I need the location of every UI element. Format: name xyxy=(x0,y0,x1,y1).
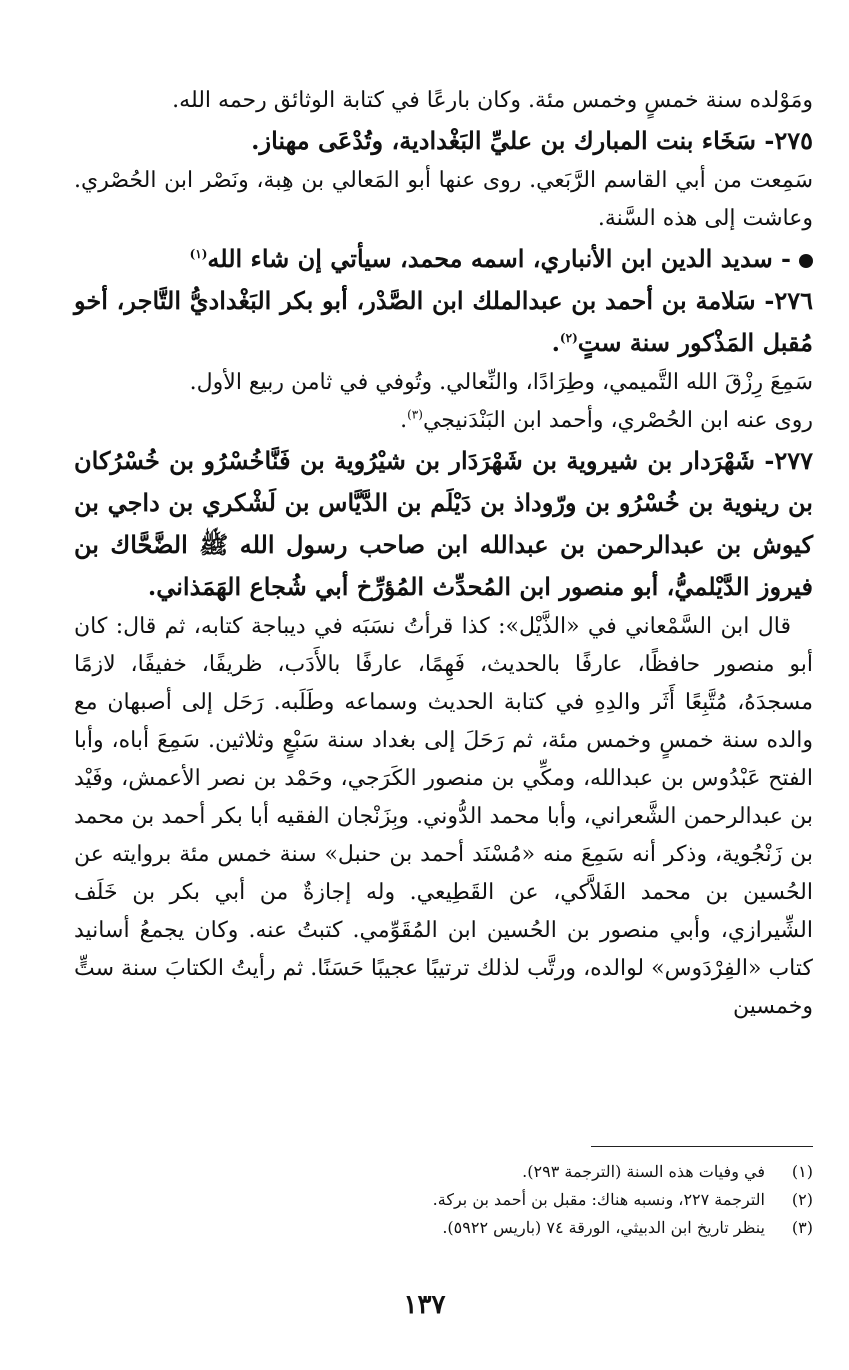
paragraph-text: قال ابن السَّمْعاني في «الذَّيْل»: كذا قرأتُ نسَبَه في ديباجة كتابه، ثم قال: كان أبو منصور حافظًا، عارفًا بالحديث، فَهِمًا، عارفًا بالأَدَب، ظريفًا، خفيفًا، لازمًا مسجدَهُ، مُتَّبِعًا أَثَر والدِهِ في كتابة الحديث وسماعه وطَلَبه. رَحَل إلى أصبهان مع والده سنة خمسٍ وخمس مئة، ثم رَحَلَ إلى بغداد سنة سَبْعٍ وثلاثين. سَمِعَ أباه، وأبا الفتح عَبْدُوس بن عبدالله، ومكِّي بن منصور الكَرَجي، وحَمْد بن نصر الأعمش، وفَيْد بن عبدالرحمن الشَّعراني، وأبا محمد الدُّوني. وبِزَنْجان الفقيه أبا بكر أحمد بن محمد بن زَنْجُوية، وذكر أنه سَمِعَ منه «مُسْنَد أحمد بن حنبل» سنة خمس مئة بروايته عن الحُسين بن محمد الفَلاَّكي، عن القَطِيعي. وله إجازةٌ من أبي بكر بن خَلَف الشِّيرازي، وأبي منصور بن الحُسين ابن المُقَوِّمي. كتبتُ عنه. وكان يجمعُ أسانيد كتاب «الفِرْدَوس» لوالده، ورتَّب لذلك ترتيبًا عجيبًا حَسَنًا. ثم رأيتُ الكتابَ سنة ستٍّ وخمسين xyxy=(74,614,813,1019)
entry-body-276-narrators xyxy=(74,402,813,440)
entry-heading-277 xyxy=(74,440,813,608)
page-number: ١٣٧ xyxy=(403,1290,446,1320)
paragraph-text: ومَوْلده سنة خمسٍ وخمس مئة. وكان بارعًا في كتابة الوثائق رحمه الله. xyxy=(172,88,813,113)
paragraph-end: . xyxy=(400,408,408,433)
footnote-separator xyxy=(591,1146,813,1147)
bullet-icon xyxy=(799,254,813,268)
heading-text: ٢٧٦- سَلامة بن أحمد بن عبدالملك ابن الصَّدْر، أبو بكر البَغْداديُّ التَّاجر، أخو مُقبل المَذْكور سنة ستٍ xyxy=(74,286,813,357)
paragraph-text: روى عنه ابن الحُصْري، وأحمد ابن البَنْدَنيجي xyxy=(422,408,813,433)
entry-heading-275 xyxy=(74,120,813,162)
heading-text: - سديد الدين ابن الأنباري، اسمه محمد، سيأتي إن شاء الله xyxy=(207,244,791,273)
footnote-number: (٣) xyxy=(791,1218,813,1237)
entry-body-276 xyxy=(74,364,813,402)
cross-reference-entry xyxy=(74,238,813,280)
heading-text: ٢٧٧- شَهْرَدار بن شيروية بن شَهْرَدَار بن شيْرُوية بن فَنَّاخُسْرُو بن خُسْرُكان بن رينوية بن خُسْرُو بن ورّوداذ بن دَيْلَم بن الدَّيَّاس بن لَشْكري بن داجي بن كيوش بن عبدالرحمن بن عبدالله ابن صاحب رسول الله ﷺ الضَّحَّاك بن فيروز الدَّيْلميُّ، أبو منصور ابن المُحدِّث المُؤرِّخ أبي شُجاع الهَمَذاني. xyxy=(74,446,813,601)
footnote-item xyxy=(74,1186,813,1214)
footnote-number: (٢) xyxy=(791,1190,813,1209)
footnote-item xyxy=(74,1214,813,1242)
footnote-item xyxy=(74,1158,813,1186)
entry-heading-276 xyxy=(74,280,813,364)
paragraph-continuation xyxy=(74,82,813,120)
paragraph-text: سَمِعت من أبي القاسم الرَّبَعي. روى عنها أبو المَعالي بن هِبة، ونَصْر ابن الحُصْري. وعاشت إلى هذه السَّنة. xyxy=(74,168,813,231)
heading-end: . xyxy=(551,328,560,357)
footnotes xyxy=(74,1158,813,1242)
entry-body-275 xyxy=(74,162,813,238)
footnote-text: الترجمة ٢٢٧، ونسبه هناك: مقبل بن أحمد بن بركة. xyxy=(432,1190,765,1209)
footnote-text: في وفيات هذه السنة (الترجمة ٢٩٣). xyxy=(522,1162,765,1181)
footnote-text: ينظر تاريخ ابن الدبيثي، الورقة ٧٤ (باريس ٥٩٢٢). xyxy=(442,1218,765,1237)
main-text xyxy=(74,82,813,1026)
footnote-marker: (٣) xyxy=(407,407,423,422)
footnote-marker: (٢) xyxy=(559,331,578,345)
footnote-marker: (١) xyxy=(189,247,208,261)
footnote-number: (١) xyxy=(791,1162,813,1181)
heading-text: ٢٧٥- سَخَاء بنت المبارك بن عليِّ البَغْدادية، وتُدْعَى مهناز. xyxy=(251,126,813,155)
entry-body-277 xyxy=(74,608,813,1026)
paragraph-text: سَمِعَ رِزْقَ الله التَّميمي، وطِرَادًا، والنِّعالي. وتُوفي في ثامن ربيع الأول. xyxy=(189,370,813,395)
